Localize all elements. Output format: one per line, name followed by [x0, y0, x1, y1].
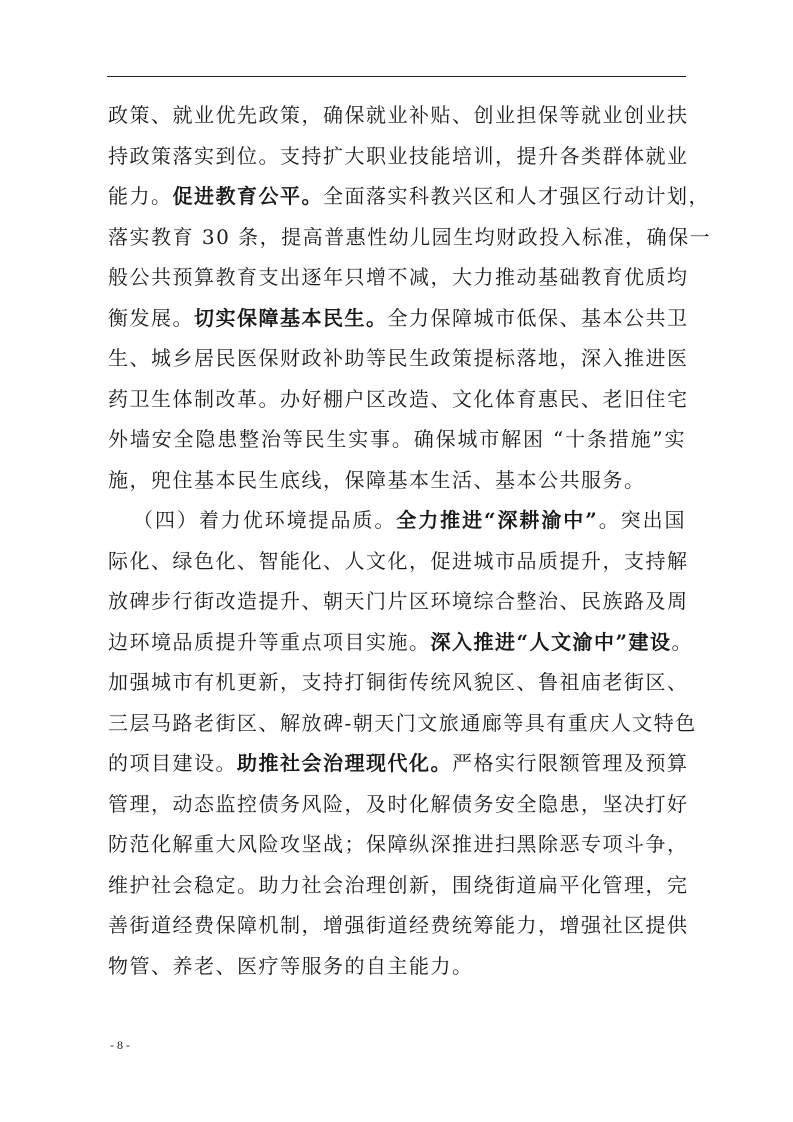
body-text: 持政策落实到位。支持扩大职业技能培训，提升各类群体就业 — [108, 143, 689, 168]
bold-heading-text: 切实保障基本民生。 — [194, 305, 388, 330]
body-text: 防范化解重大风险攻坚战；保障纵深推进扫黑除恶专项斗争， — [108, 832, 689, 856]
body-text: 能力。 — [108, 184, 173, 208]
text-line — [108, 298, 689, 339]
text-line — [108, 95, 689, 136]
body-text: 全面落实科教兴区和人才强区行动计划， — [323, 184, 710, 208]
body-text: 全力保障城市低保、基本公共卫 — [387, 305, 689, 330]
text-line — [108, 136, 689, 177]
text-line — [108, 622, 694, 663]
text-line — [108, 176, 710, 217]
paragraph-education-livelihood — [108, 95, 712, 500]
body-text: 般公共预算教育支出逐年只增不减，大力推动基础教育优质均 — [108, 265, 689, 289]
document-body — [108, 95, 712, 986]
text-line — [108, 662, 689, 703]
body-text: 药卫生体制改革。办好棚户区改造、文化体育惠民、老旧住宅 — [108, 386, 689, 411]
body-text: 三层马路老街区、解放碑-朝天门文旅通廊等具有重庆人文特色 — [108, 710, 697, 735]
body-text: （四）着力优环境提品质。 — [133, 508, 397, 532]
text-line — [108, 500, 686, 541]
body-text: 落实教育 30 条，提高普惠性幼儿园生均财政投入标准，确保一 — [108, 224, 712, 249]
text-line — [108, 946, 686, 987]
body-text: 加强城市有机更新，支持打铜街传统风貌区、鲁祖庙老街区、 — [108, 670, 689, 694]
text-line — [108, 703, 697, 744]
bold-heading-text: 深入推进“人文渝中”建设 — [430, 629, 672, 654]
body-text: 严格实行限额管理及预算 — [452, 751, 689, 775]
text-line — [108, 865, 689, 906]
text-line — [108, 905, 689, 946]
text-line — [108, 379, 689, 420]
body-text: 的项目建设。 — [108, 751, 237, 775]
body-text: 际化、绿色化、智能化、人文化，促进城市品质提升，支持解 — [108, 548, 689, 573]
body-text: 外墙安全隐患整治等民生实事。确保城市解困 “十条措施”实 — [108, 427, 686, 451]
header-rule — [107, 76, 686, 77]
bold-heading-text: 全力推进“深耕渝中” — [396, 508, 599, 532]
body-text: 政策、就业优先政策，确保就业补贴、创业担保等就业创业扶 — [108, 103, 689, 127]
text-line — [108, 419, 686, 460]
body-text: 。 — [671, 629, 694, 654]
text-line — [108, 743, 689, 784]
body-text: 边环境品质提升等重点项目实施。 — [108, 629, 431, 654]
text-line — [108, 784, 689, 825]
text-line — [108, 824, 689, 865]
text-line — [108, 581, 689, 622]
body-text: 维护社会稳定。助力社会治理创新，围绕街道扁平化管理，完 — [108, 872, 689, 897]
body-text: 管理，动态监控债务风险，及时化解债务安全隐患，坚决打好 — [108, 791, 689, 816]
body-text: 善街道经费保障机制，增强街道经费统筹能力，增强社区提供 — [108, 913, 689, 937]
text-line — [108, 217, 712, 258]
text-line — [108, 338, 689, 379]
body-text: 。突出国 — [598, 508, 687, 532]
body-text: 施，兜住基本民生底线，保障基本生活、基本公共服务。 — [108, 467, 646, 492]
body-text: 物管、养老、医疗等服务的自主能力。 — [108, 953, 474, 978]
body-text: 放碑步行街改造提升、朝天门片区环境综合整治、民族路及周 — [108, 589, 689, 613]
text-line — [108, 257, 689, 298]
paragraph-environment-quality — [108, 500, 697, 986]
text-line — [108, 460, 686, 501]
bold-heading-text: 促进教育公平。 — [172, 184, 323, 208]
body-text: 生、城乡居民医保财政补助等民生政策提标落地，深入推进医 — [108, 346, 689, 370]
text-line — [108, 541, 689, 582]
page-number: - 8 - — [110, 1038, 130, 1052]
bold-heading-text: 助推社会治理现代化。 — [237, 751, 452, 775]
body-text: 衡发展。 — [108, 305, 194, 330]
